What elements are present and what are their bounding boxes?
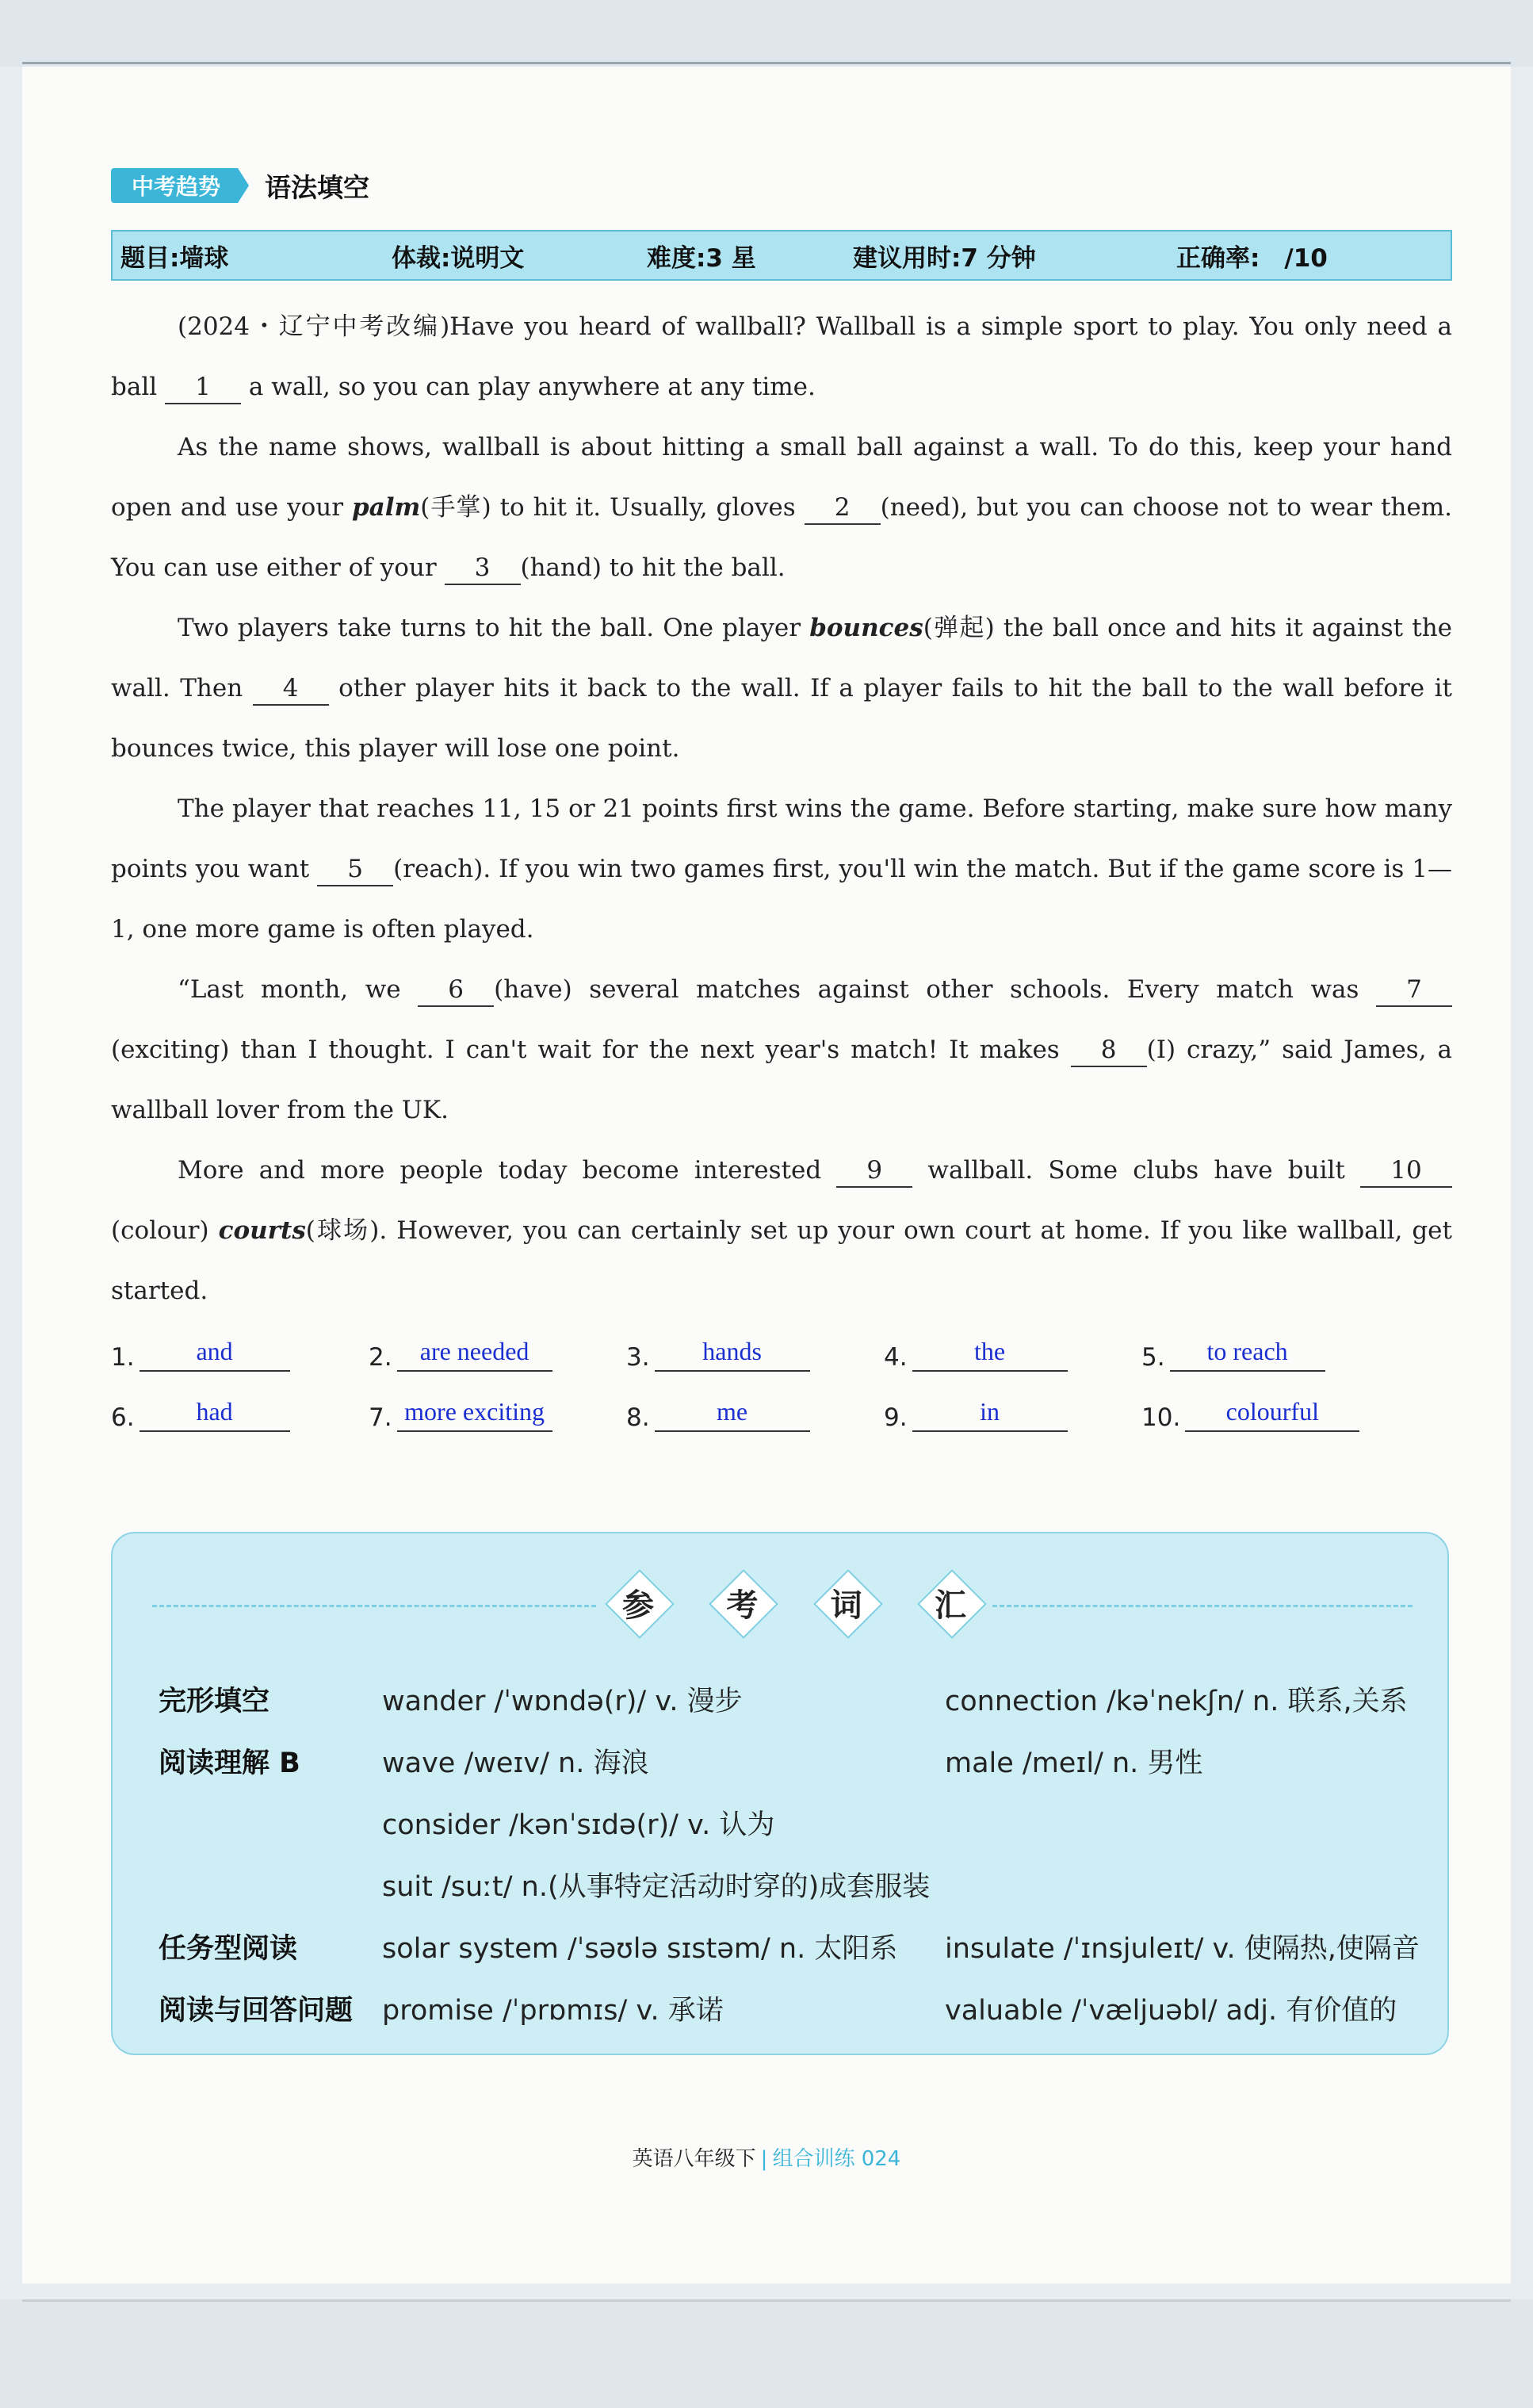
answer-field[interactable]: had: [140, 1395, 290, 1432]
answer-field[interactable]: colourful: [1185, 1395, 1359, 1432]
vocabulary-box: [111, 1532, 1449, 2055]
answer-field[interactable]: me: [655, 1395, 810, 1432]
text: (exciting) than I thought. I can't wait for the next year's match! It makes: [111, 1036, 1071, 1064]
text: a wall, so you can play anywhere at any time.: [241, 373, 816, 401]
answer-item: [369, 1392, 552, 1432]
section-header: [111, 168, 369, 203]
answer-field[interactable]: the: [912, 1335, 1068, 1372]
info-topic: 题目:墙球: [120, 243, 229, 273]
blank-10: 10: [1360, 1154, 1452, 1188]
blank-6: 6: [418, 974, 494, 1007]
vocab-entry: male /meɪl/ n. 男性: [945, 1748, 1203, 1779]
paragraph-4: [111, 779, 1452, 959]
title-char: 词: [830, 1587, 862, 1624]
dashed-divider-right: [992, 1605, 1413, 1607]
bold-word: bounces: [809, 614, 923, 642]
title-char: 参: [622, 1587, 654, 1624]
top-rule: [22, 62, 1511, 64]
answer-number: 4.: [884, 1343, 908, 1372]
answer-field[interactable]: to reach: [1170, 1335, 1325, 1372]
answer-number: 5.: [1141, 1343, 1165, 1372]
paragraph-5: [111, 959, 1452, 1140]
answer-item: [111, 1392, 290, 1432]
title-char: 汇: [934, 1587, 966, 1624]
vocab-label: 完形填空: [159, 1686, 270, 1717]
vocab-entry: consider /kənˈsɪdə(r)/ v. 认为: [382, 1809, 775, 1841]
answer-number: 9.: [884, 1403, 908, 1432]
blank-2: 2: [805, 492, 881, 525]
footer-book: 英语八年级下: [632, 2147, 756, 2171]
text: (2024・辽宁中考改编)Have you heard of wallball? Wallball is a simple sport to play. You only need a ball: [111, 312, 1452, 401]
vocab-entry: wave /weɪv/ n. 海浪: [382, 1748, 649, 1779]
answer-item: [1141, 1332, 1325, 1372]
vocab-entry: wander /ˈwɒndə(r)/ v. 漫步: [382, 1686, 743, 1717]
vocab-label: 任务型阅读: [159, 1933, 298, 1965]
answer-number: 3.: [626, 1343, 650, 1372]
passage: [111, 297, 1452, 1321]
answer-field[interactable]: and: [140, 1335, 290, 1372]
dashed-divider-left: [152, 1605, 596, 1607]
blank-1: 1: [165, 371, 241, 404]
title-diamond: [812, 1568, 881, 1637]
text: (I) crazy,” said James, a wallball lover from the UK.: [111, 1036, 1452, 1124]
paragraph-1: [111, 297, 1452, 417]
answer-item: [111, 1332, 290, 1372]
answer-row-2: [111, 1392, 1458, 1432]
text: (hand) to hit the ball.: [520, 553, 786, 582]
footer-section: 组合训练 024: [772, 2147, 901, 2171]
vocab-entry: promise /ˈprɒmɪs/ v. 承诺: [382, 1995, 724, 2027]
answer-number: 1.: [111, 1343, 135, 1372]
title-diamond: [708, 1568, 776, 1637]
title-diamond: [604, 1568, 672, 1637]
paragraph-6: [111, 1140, 1452, 1321]
text: (need), but you can choose not to wear them. You can use either of your: [111, 493, 1452, 582]
answer-item: [369, 1332, 552, 1372]
paragraph-3: [111, 598, 1452, 779]
blank-9: 9: [836, 1154, 912, 1188]
answer-field[interactable]: in: [912, 1395, 1068, 1432]
blank-5: 5: [317, 853, 393, 886]
answer-number: 10.: [1141, 1403, 1181, 1432]
answer-item: [884, 1392, 1068, 1432]
title-diamond: [916, 1568, 984, 1637]
vocab-label: 阅读理解 B: [159, 1748, 300, 1779]
answer-item: [626, 1332, 810, 1372]
vocabulary-title: [604, 1568, 984, 1648]
answer-item: [884, 1332, 1068, 1372]
answer-number: 8.: [626, 1403, 650, 1432]
bottom-scan-band: [0, 2299, 1533, 2408]
vocab-entry: insulate /ˈɪnsjuleɪt/ v. 使隔热,使隔音: [945, 1933, 1420, 1965]
info-accuracy: 正确率: /10: [1176, 243, 1328, 273]
text: (手掌) to hit it. Usually, gloves: [420, 493, 805, 522]
answer-item: [1141, 1392, 1359, 1432]
answer-number: 7.: [369, 1403, 392, 1432]
title-char: 考: [726, 1587, 759, 1624]
blank-8: 8: [1071, 1034, 1147, 1067]
vocab-entry: connection /kəˈnekʃn/ n. 联系,关系: [945, 1686, 1408, 1717]
text: (球场). However, you can certainly set up your own court at home. If you like wallball, get started.: [111, 1216, 1452, 1305]
answer-row-1: [111, 1332, 1458, 1372]
section-tag: 中考趋势: [111, 168, 238, 203]
vocab-entry: valuable /ˈvæljuəbl/ adj. 有价值的: [945, 1995, 1397, 2027]
answer-field[interactable]: more exciting: [397, 1395, 552, 1432]
bold-word: courts: [218, 1216, 306, 1245]
text: (colour): [111, 1216, 219, 1245]
text: The player that reaches 11, 15 or 21 points first wins the game. Before starting, make sure how many points you want: [111, 794, 1452, 883]
answer-item: [626, 1392, 810, 1432]
info-genre: 体裁:说明文: [392, 243, 525, 273]
text: Two players take turns to hit the ball. One player: [178, 614, 810, 642]
paragraph-2: [111, 417, 1452, 598]
answer-field[interactable]: hands: [655, 1335, 810, 1372]
answer-field[interactable]: are needed: [397, 1335, 552, 1372]
top-scan-band: [0, 0, 1533, 67]
text: (弹起) the ball once and hits it against the wall. Then: [111, 614, 1452, 702]
info-difficulty: 难度:3 星: [647, 243, 756, 273]
bottom-rule: [22, 2299, 1511, 2302]
blank-3: 3: [445, 552, 521, 585]
text: “Last month, we: [178, 975, 419, 1004]
vocab-label: 阅读与回答问题: [159, 1995, 354, 2027]
vocab-entry: solar system /ˈsəʊlə sɪstəm/ n. 太阳系: [382, 1933, 898, 1965]
answer-number: 6.: [111, 1403, 135, 1432]
text: (reach). If you win two games first, you'll win the match. But if the game score is 1—1, one more game is often played.: [111, 855, 1452, 944]
text: More and more people today become interested: [178, 1156, 837, 1185]
blank-7: 7: [1376, 974, 1452, 1007]
footer-separator: |: [760, 2147, 768, 2171]
section-title: 语法填空: [265, 171, 370, 203]
blank-4: 4: [253, 672, 329, 706]
bold-word: palm: [351, 493, 421, 522]
exercise-info-bar: [111, 230, 1452, 281]
text: wallball. Some clubs have built: [912, 1156, 1360, 1185]
text: (have) several matches against other schools. Every match was: [494, 975, 1376, 1004]
answer-number: 2.: [369, 1343, 392, 1372]
vocab-entry: suit /suːt/ n.(从事特定活动时穿的)成套服装: [382, 1871, 931, 1903]
text: As the name shows, wallball is about hitting a small ball against a wall. To do this, keep your hand open and use your: [111, 433, 1452, 522]
text: other player hits it back to the wall. If a player fails to hit the ball to the wall before it bounces twice, this player will lose one point.: [111, 674, 1452, 763]
page-footer: [0, 2142, 1533, 2172]
info-time: 建议用时:7 分钟: [853, 243, 1036, 273]
